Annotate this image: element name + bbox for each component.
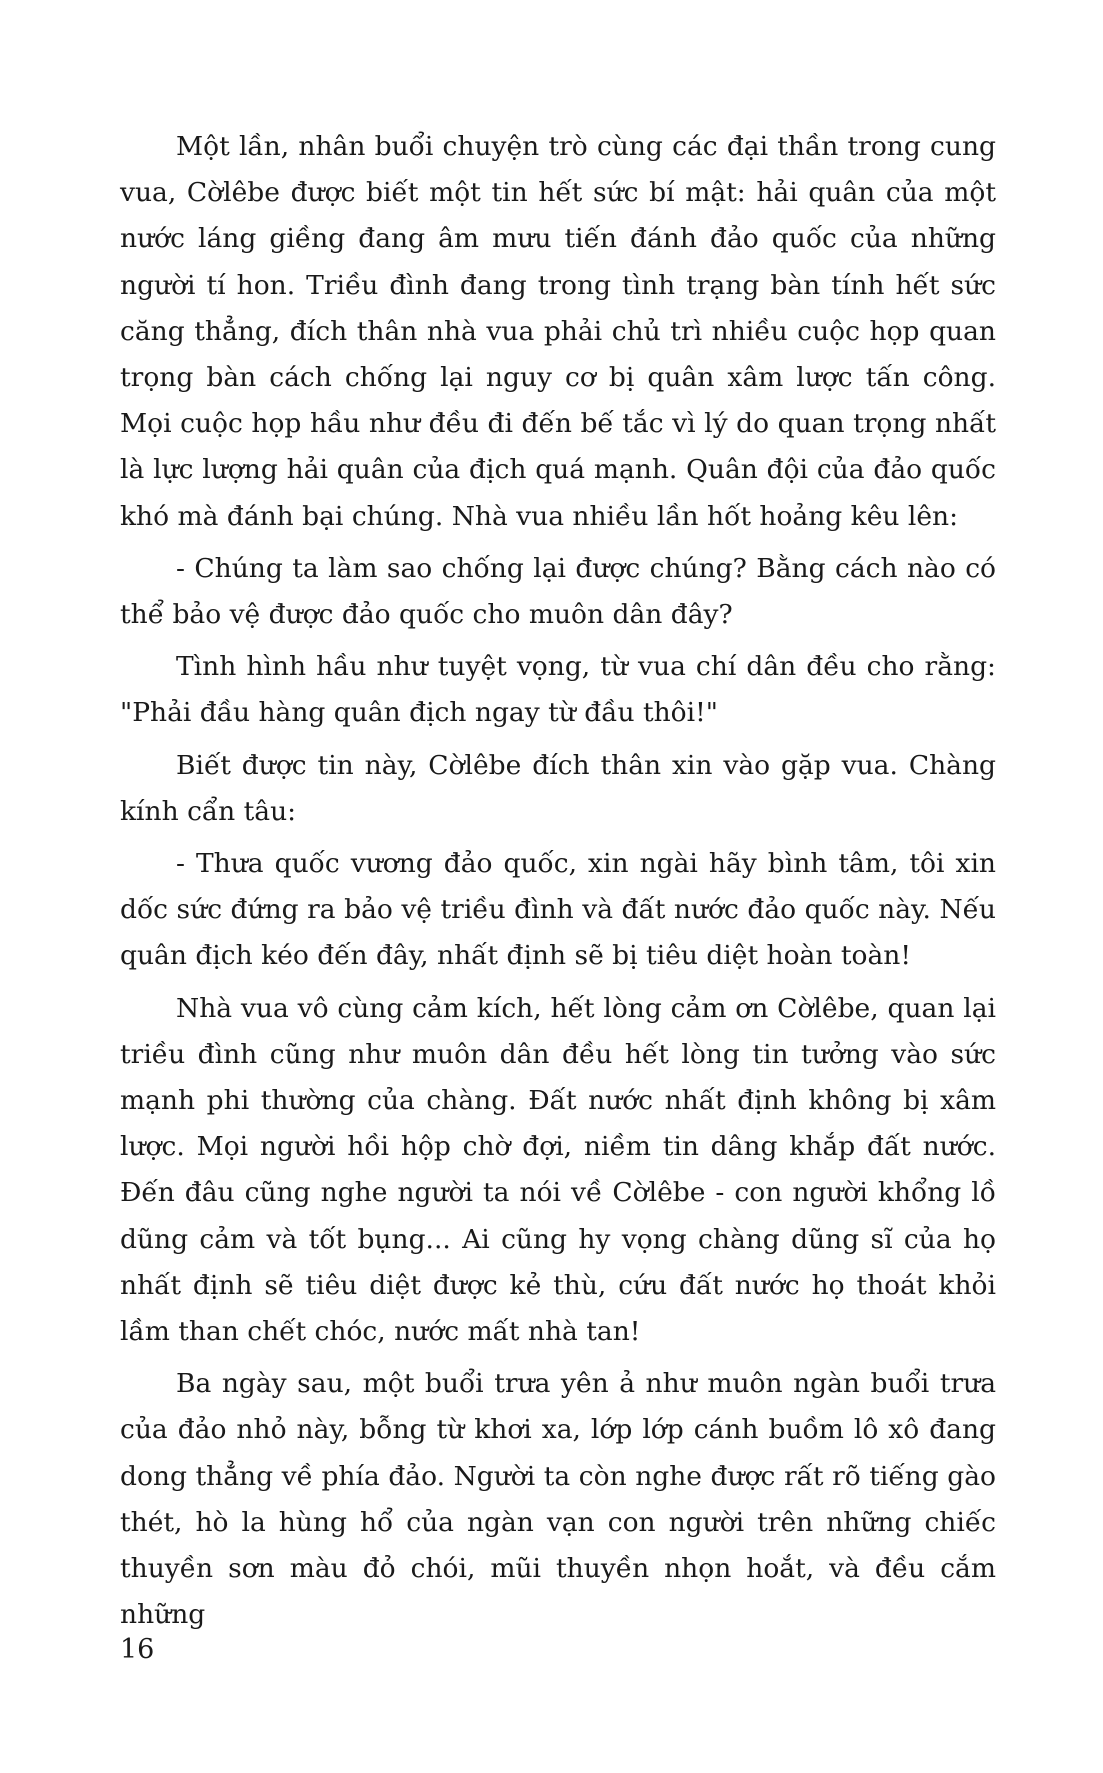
paragraph-7: Ba ngày sau, một buổi trưa yên ả như muôn ngàn buổi trưa của đảo nhỏ này, bỗng từ khơi xa, lớp lớp cánh buồm lô xô đang dong thẳng về phía đảo. Người ta còn nghe được rất rõ tiếng gào thét, hò la hùng hổ của ngàn vạn con người trên những chiếc thuyền sơn màu đỏ chói, mũi thuyền nhọn hoắt, và đều cắm những (120, 1368, 996, 1631)
paragraph-2: - Chúng ta làm sao chống lại được chúng? Bằng cách nào có thể bảo vệ được đảo quốc cho muôn dân đây? (120, 552, 996, 631)
paragraph-3: Tình hình hầu như tuyệt vọng, từ vua chí dân đều cho rằng: "Phải đầu hàng quân địch ngay từ đầu thôi!" (120, 651, 996, 729)
paragraph-4: Biết được tin này, Cờlêbe đích thân xin vào gặp vua. Chàng kính cẩn tâu: (120, 749, 996, 827)
page-number: 16 (120, 1634, 155, 1665)
body-text (120, 124, 996, 1645)
paragraph-5: - Thưa quốc vương đảo quốc, xin ngài hãy bình tâm, tôi xin dốc sức đứng ra bảo vệ triều đình và đất nước đảo quốc này. Nếu quân địch kéo đến đây, nhất định sẽ bị tiêu diệt hoàn toàn! (120, 848, 996, 972)
paragraph-1: Một lần, nhân buổi chuyện trò cùng các đại thần trong cung vua, Cờlêbe được biết một tin hết sức bí mật: hải quân của một nước láng giềng đang âm mưu tiến đánh đảo quốc của những người tí hon. Triều đình đang trong tình trạng bàn tính hết sức căng thẳng, đích thân nhà vua phải chủ trì nhiều cuộc họp quan trọng bàn cách chống lại nguy cơ bị quân xâm lược tấn công. Mọi cuộc họp hầu như đều đi đến bế tắc vì lý do quan trọng nhất là lực lượng hải quân của địch quá mạnh. Quân đội của đảo quốc khó mà đánh bại chúng. Nhà vua nhiều lần hốt hoảng kêu lên: (120, 131, 996, 532)
paragraph-6: Nhà vua vô cùng cảm kích, hết lòng cảm ơn Cờlêbe, quan lại triều đình cũng như muôn dân đều hết lòng tin tưởng vào sức mạnh phi thường của chàng. Đất nước nhất định không bị xâm lược. Mọi người hồi hộp chờ đợi, niềm tin dâng khắp đất nước. Đến đâu cũng nghe người ta nói về Cờlêbe - con người khổng lồ dũng cảm và tốt bụng... Ai cũng hy vọng chàng dũng sĩ của họ nhất định sẽ tiêu diệt được kẻ thù, cứu đất nước họ thoát khỏi lầm than chết chóc, nước mất nhà tan! (120, 992, 996, 1348)
